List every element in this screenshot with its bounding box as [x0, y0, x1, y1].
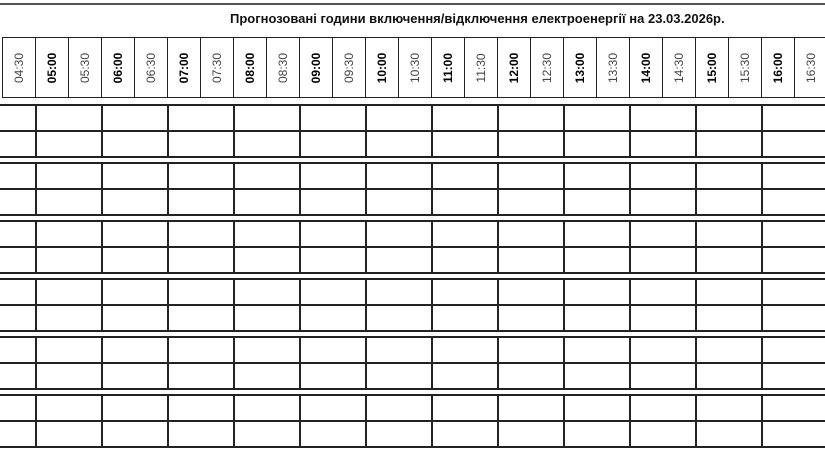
time-slot-label: 14:30	[672, 52, 686, 83]
time-slot-label: 14:00	[639, 52, 653, 83]
time-slot-header	[134, 37, 168, 98]
time-slot-label: 07:30	[210, 52, 224, 83]
column-divider	[761, 162, 763, 216]
time-slot-label: 15:30	[738, 52, 752, 83]
time-slot-label: 15:00	[705, 52, 719, 83]
column-divider	[629, 220, 631, 274]
time-slot-label: 08:00	[243, 52, 257, 83]
time-slot-header	[299, 37, 333, 98]
schedule-group	[0, 162, 825, 216]
column-divider	[497, 104, 499, 158]
column-divider	[365, 162, 367, 216]
row-divider	[0, 156, 825, 158]
row-divider	[0, 130, 825, 132]
row-divider	[0, 420, 825, 422]
column-divider	[431, 336, 433, 390]
time-slot-header	[332, 37, 366, 98]
column-divider	[761, 278, 763, 332]
column-divider	[299, 104, 301, 158]
column-divider	[497, 220, 499, 274]
column-divider	[563, 220, 565, 274]
time-slot-label: 11:30	[474, 52, 488, 83]
column-divider	[563, 278, 565, 332]
time-slot-header	[35, 37, 69, 98]
column-divider	[497, 162, 499, 216]
time-slot-header	[464, 37, 498, 98]
column-divider	[233, 220, 235, 274]
time-slot-label: 10:00	[375, 52, 389, 83]
time-slot-label: 11:00	[441, 52, 455, 83]
column-divider	[299, 336, 301, 390]
column-divider	[695, 220, 697, 274]
column-divider	[299, 278, 301, 332]
column-divider	[431, 394, 433, 448]
column-divider	[563, 336, 565, 390]
time-header-row	[0, 37, 825, 100]
column-divider	[629, 104, 631, 158]
column-divider	[35, 220, 37, 274]
column-divider	[35, 394, 37, 448]
time-slot-label: 13:30	[606, 52, 620, 83]
schedule-group	[0, 220, 825, 274]
time-slot-label: 10:30	[408, 52, 422, 83]
time-slot-header	[431, 37, 465, 98]
row-divider	[0, 304, 825, 306]
column-divider	[761, 394, 763, 448]
time-slot-header	[2, 37, 36, 98]
column-divider	[167, 336, 169, 390]
column-divider	[431, 162, 433, 216]
column-divider	[563, 162, 565, 216]
time-slot-label: 05:30	[78, 52, 92, 83]
column-divider	[761, 104, 763, 158]
row-divider	[0, 394, 825, 396]
column-divider	[233, 278, 235, 332]
time-slot-label: 16:30	[804, 52, 818, 83]
time-slot-header	[794, 37, 825, 98]
column-divider	[431, 104, 433, 158]
column-divider	[761, 220, 763, 274]
column-divider	[365, 278, 367, 332]
column-divider	[299, 394, 301, 448]
column-divider	[365, 104, 367, 158]
column-divider	[695, 336, 697, 390]
time-slot-label: 13:00	[573, 52, 587, 83]
time-slot-header	[68, 37, 102, 98]
column-divider	[365, 220, 367, 274]
top-border	[0, 3, 825, 5]
column-divider	[233, 336, 235, 390]
schedule-group	[0, 336, 825, 390]
time-slot-label: 07:00	[177, 52, 191, 83]
column-divider	[233, 394, 235, 448]
time-slot-header	[497, 37, 531, 98]
time-slot-header	[563, 37, 597, 98]
time-slot-header	[233, 37, 267, 98]
row-divider	[0, 446, 825, 448]
column-divider	[299, 162, 301, 216]
column-divider	[101, 278, 103, 332]
row-divider	[0, 278, 825, 280]
time-slot-label: 05:00	[45, 52, 59, 83]
column-divider	[629, 394, 631, 448]
column-divider	[563, 394, 565, 448]
column-divider	[101, 220, 103, 274]
time-slot-header	[695, 37, 729, 98]
time-slot-label: 06:00	[111, 52, 125, 83]
column-divider	[431, 278, 433, 332]
column-divider	[563, 104, 565, 158]
row-divider	[0, 188, 825, 190]
time-slot-header	[530, 37, 564, 98]
time-slot-header	[728, 37, 762, 98]
column-divider	[497, 336, 499, 390]
row-divider	[0, 330, 825, 332]
time-slot-label: 12:30	[540, 52, 554, 83]
column-divider	[761, 336, 763, 390]
column-divider	[629, 278, 631, 332]
row-divider	[0, 220, 825, 222]
schedule-group	[0, 104, 825, 158]
row-divider	[0, 104, 825, 106]
row-divider	[0, 388, 825, 390]
column-divider	[35, 104, 37, 158]
column-divider	[695, 394, 697, 448]
column-divider	[35, 278, 37, 332]
time-slot-header	[761, 37, 795, 98]
column-divider	[497, 278, 499, 332]
time-slot-label: 09:30	[342, 52, 356, 83]
row-divider	[0, 162, 825, 164]
row-divider	[0, 336, 825, 338]
column-divider	[233, 104, 235, 158]
time-slot-label: 08:30	[276, 52, 290, 83]
column-divider	[629, 162, 631, 216]
column-divider	[365, 336, 367, 390]
time-slot-header	[398, 37, 432, 98]
column-divider	[167, 278, 169, 332]
column-divider	[695, 278, 697, 332]
row-divider	[0, 214, 825, 216]
time-slot-header	[101, 37, 135, 98]
column-divider	[101, 336, 103, 390]
column-divider	[101, 104, 103, 158]
schedule-group	[0, 278, 825, 332]
time-slot-label: 06:30	[144, 52, 158, 83]
column-divider	[101, 394, 103, 448]
column-divider	[167, 162, 169, 216]
row-divider	[0, 272, 825, 274]
column-divider	[299, 220, 301, 274]
time-slot-header	[629, 37, 663, 98]
column-divider	[167, 104, 169, 158]
schedule-group	[0, 394, 825, 448]
time-slot-header	[662, 37, 696, 98]
column-divider	[431, 220, 433, 274]
column-divider	[365, 394, 367, 448]
column-divider	[497, 394, 499, 448]
column-divider	[695, 104, 697, 158]
column-divider	[167, 220, 169, 274]
column-divider	[233, 162, 235, 216]
page-title: Прогнозовані години включення/відключення електроенергії на 23.03.2026р.	[230, 11, 725, 26]
time-slot-label: 09:00	[309, 52, 323, 83]
column-divider	[35, 336, 37, 390]
column-divider	[35, 162, 37, 216]
row-divider	[0, 246, 825, 248]
time-slot-header	[365, 37, 399, 98]
time-slot-header	[596, 37, 630, 98]
column-divider	[695, 162, 697, 216]
time-slot-label: 12:00	[507, 52, 521, 83]
column-divider	[101, 162, 103, 216]
column-divider	[629, 336, 631, 390]
column-divider	[167, 394, 169, 448]
time-slot-header	[167, 37, 201, 98]
time-slot-header	[266, 37, 300, 98]
row-divider	[0, 362, 825, 364]
time-slot-label: 16:00	[771, 52, 785, 83]
time-slot-header	[200, 37, 234, 98]
time-slot-label: 04:30	[12, 52, 26, 83]
